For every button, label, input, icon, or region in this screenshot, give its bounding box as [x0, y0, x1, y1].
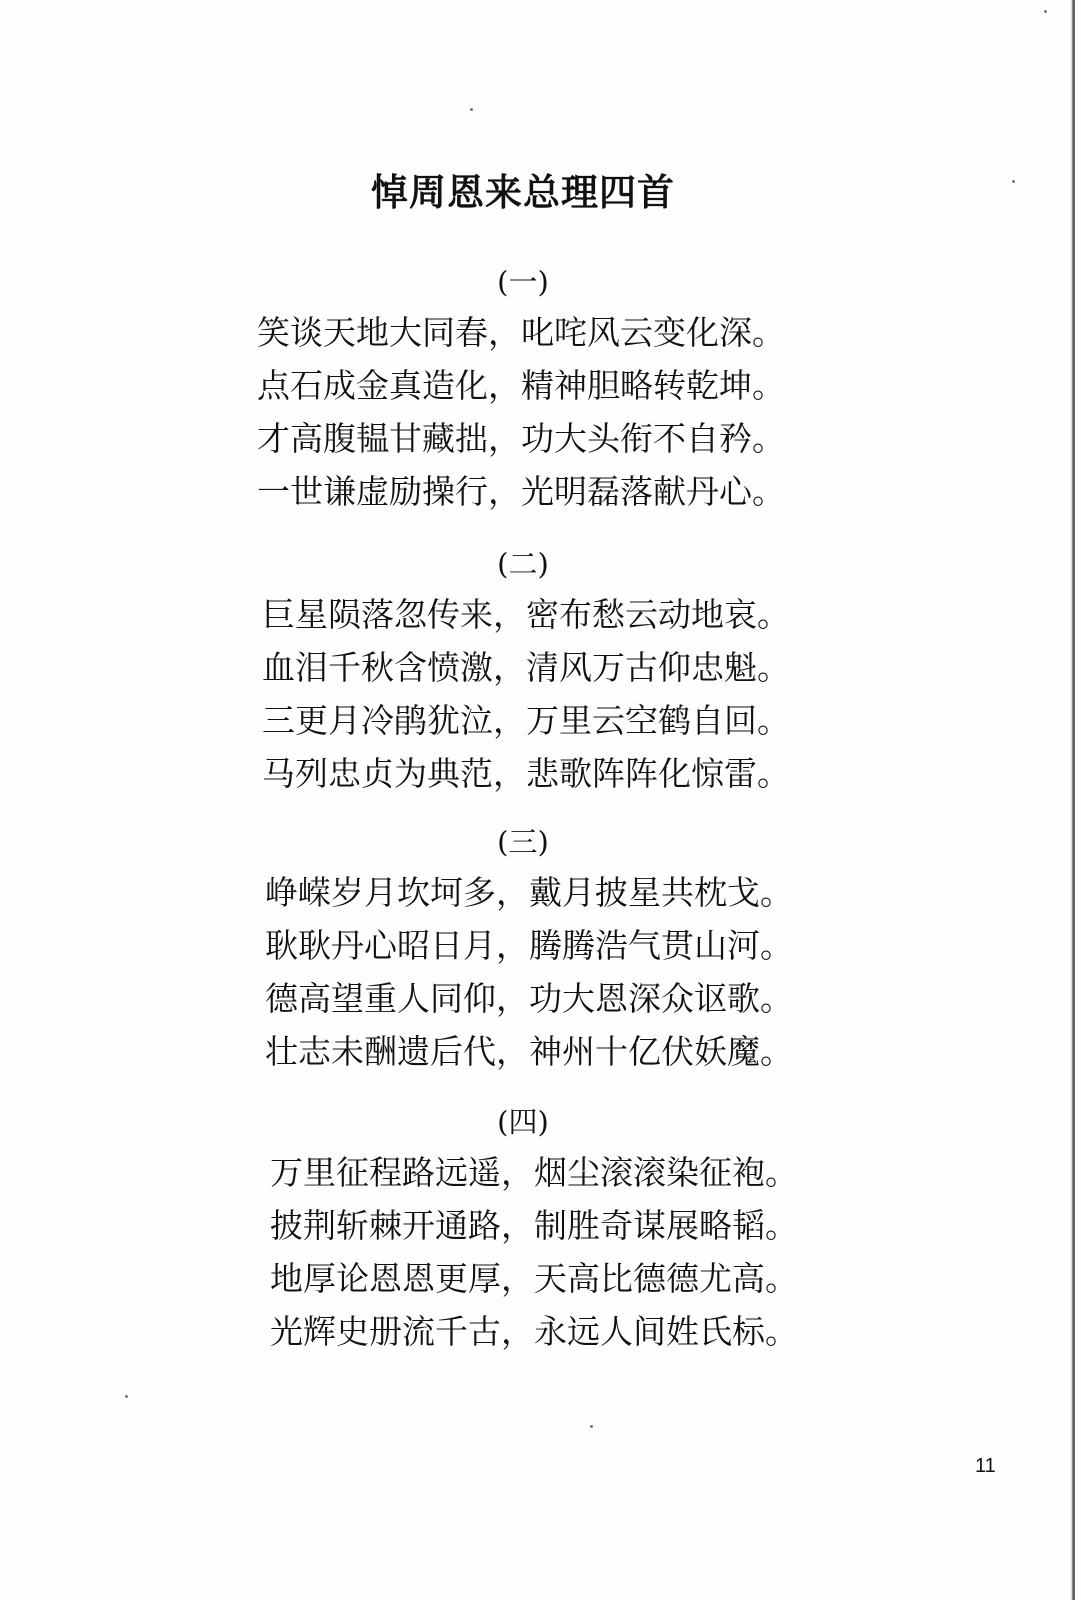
poem-number: (四) [497, 1105, 549, 1139]
page-edge [1071, 0, 1075, 1600]
poem-line: 光辉史册流千古，永远人间姓氏标。 [270, 1312, 798, 1351]
poem-line: 披荆斩棘开通路，制胜奇谋展略韬。 [270, 1206, 798, 1245]
poem-line: 德高望重人同仰，功大恩深众讴歌。 [265, 979, 793, 1018]
poem-line: 笑谈天地大同春，叱咤风云变化深。 [257, 313, 785, 352]
scan-speck [590, 1425, 593, 1428]
poem-line: 壮志未酬遗后代，神州十亿伏妖魔。 [265, 1032, 793, 1071]
poem-number: (一) [497, 265, 549, 299]
page-number: 11 [975, 1455, 996, 1477]
poem-line: 三更月冷鹃犹泣，万里云空鹤自回。 [262, 701, 790, 740]
poem-line: 点石成金真造化，精神胆略转乾坤。 [257, 366, 785, 405]
poem-number: (三) [497, 825, 549, 859]
poem-line: 巨星陨落忽传来，密布愁云动地哀。 [262, 595, 790, 634]
poem-3 [0, 818, 1046, 1078]
poem-line: 峥嵘岁月坎坷多，戴月披星共枕戈。 [265, 873, 793, 912]
poem-line: 一世谦虚励操行，光明磊落献丹心。 [257, 472, 785, 511]
poem-line: 才高腹韫甘藏拙，功大头衔不自矜。 [257, 419, 785, 458]
scan-speck [1044, 10, 1047, 13]
poem-number: (二) [497, 547, 549, 581]
scan-speck [1012, 180, 1015, 183]
poem-2 [0, 540, 1046, 800]
poem-4 [0, 1098, 1046, 1358]
scan-speck [125, 1395, 128, 1398]
poem-line: 马列忠贞为典范，悲歌阵阵化惊雷。 [262, 754, 790, 793]
poem-line: 血泪千秋含愤激，清风万古仰忠魁。 [262, 648, 790, 687]
poem-1 [0, 258, 1046, 518]
scan-speck [470, 108, 473, 111]
poem-line: 耿耿丹心昭日月，腾腾浩气贯山河。 [265, 926, 793, 965]
poem-line: 地厚论恩恩更厚，天高比德德尤高。 [270, 1259, 798, 1298]
poem-line: 万里征程路远遥，烟尘滚滚染征袍。 [270, 1153, 798, 1192]
page-title: 悼周恩来总理四首 [371, 171, 675, 214]
